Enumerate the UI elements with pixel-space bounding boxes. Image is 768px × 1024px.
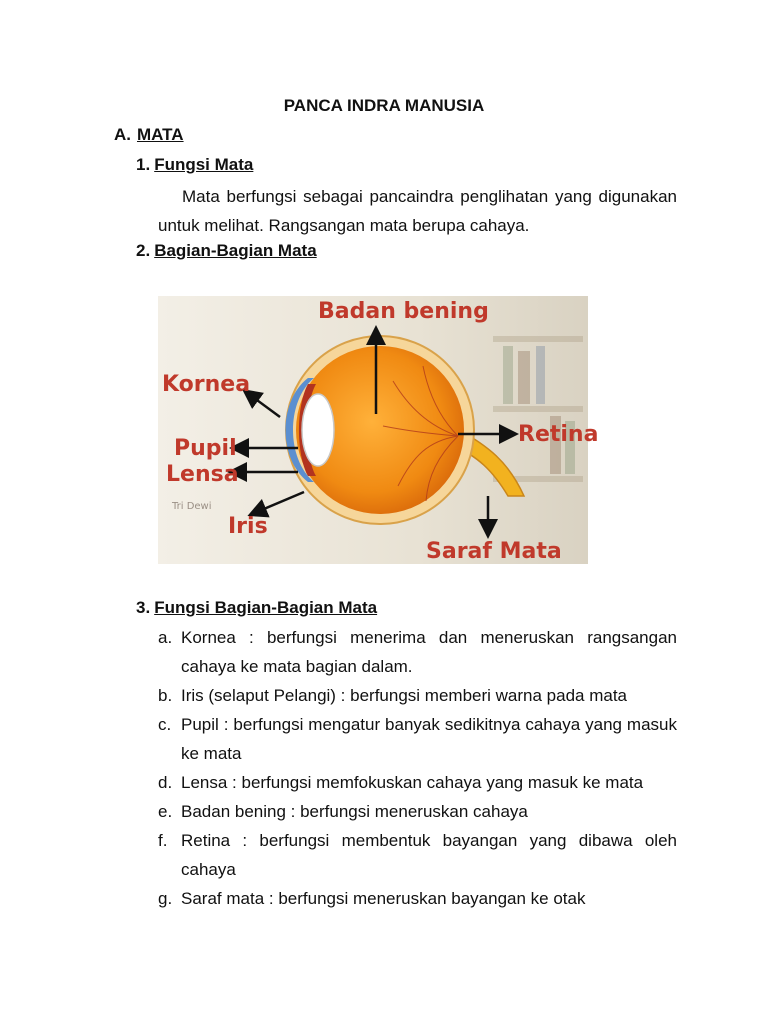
- subsection-label: Fungsi Mata: [154, 155, 254, 174]
- list-text: Badan bening : berfungsi meneruskan cahaya: [181, 802, 528, 821]
- subsection-heading-fungsi-mata: [136, 155, 253, 175]
- section-label: MATA: [137, 125, 184, 144]
- page-title: PANCA INDRA MANUSIA: [283, 96, 485, 115]
- label-retina: Retina: [518, 422, 599, 447]
- watermark-text: Tri Dewi: [172, 501, 212, 512]
- subsection-label: Bagian-Bagian Mata: [154, 241, 317, 260]
- label-iris: Iris: [228, 514, 268, 539]
- list-text: Saraf mata : berfungsi meneruskan bayangan ke otak: [181, 889, 586, 908]
- label-badan-bening: Badan bening: [318, 299, 489, 324]
- eye-anatomy-diagram: [158, 296, 599, 564]
- list-item: [158, 623, 677, 681]
- label-kornea: Kornea: [162, 372, 251, 397]
- subsection-number: 2.: [136, 241, 151, 260]
- label-saraf-mata: Saraf Mata: [426, 539, 562, 564]
- list-marker: b.: [158, 686, 173, 705]
- subsection-label: Fungsi Bagian-Bagian Mata: [154, 598, 378, 617]
- list-item: [158, 797, 677, 826]
- section-marker: A.: [114, 125, 131, 144]
- subsection-number: 3.: [136, 598, 151, 617]
- subsection-heading-fungsi-bagian: [136, 598, 377, 618]
- list-text: Retina : berfungsi membentuk bayangan yang dibawa oleh cahaya: [181, 831, 677, 879]
- section-heading: [114, 125, 184, 145]
- label-pupil: Pupil: [174, 436, 237, 461]
- subsection-heading-bagian-mata: [136, 241, 317, 261]
- list-marker: d.: [158, 773, 173, 792]
- list-marker: a.: [158, 628, 173, 647]
- subsection-number: 1.: [136, 155, 151, 174]
- parts-function-list: [158, 623, 677, 913]
- list-item: [158, 884, 677, 913]
- label-lensa: Lensa: [166, 462, 239, 487]
- list-marker: f.: [158, 831, 168, 850]
- list-item: [158, 826, 677, 884]
- list-text: Pupil : berfungsi mengatur banyak sedikitnya cahaya yang masuk ke mata: [181, 715, 677, 763]
- list-text: Lensa : berfungsi memfokuskan cahaya yang masuk ke mata: [181, 773, 644, 792]
- list-item: [158, 710, 677, 768]
- list-marker: e.: [158, 802, 173, 821]
- list-item: [158, 768, 677, 797]
- list-text: Iris (selaput Pelangi) : berfungsi memberi warna pada mata: [181, 686, 627, 705]
- list-marker: g.: [158, 889, 173, 908]
- lens-shape: [302, 394, 334, 466]
- list-text: Kornea : berfungsi menerima dan meneruskan rangsangan cahaya ke mata bagian dalam.: [181, 628, 677, 676]
- fungsi-mata-paragraph: [158, 182, 677, 240]
- list-item: [158, 681, 677, 710]
- list-marker: c.: [158, 715, 172, 734]
- fungsi-mata-text: Mata berfungsi sebagai pancaindra penglihatan yang digunakan untuk melihat. Rangsangan mata berupa cahaya.: [158, 187, 677, 235]
